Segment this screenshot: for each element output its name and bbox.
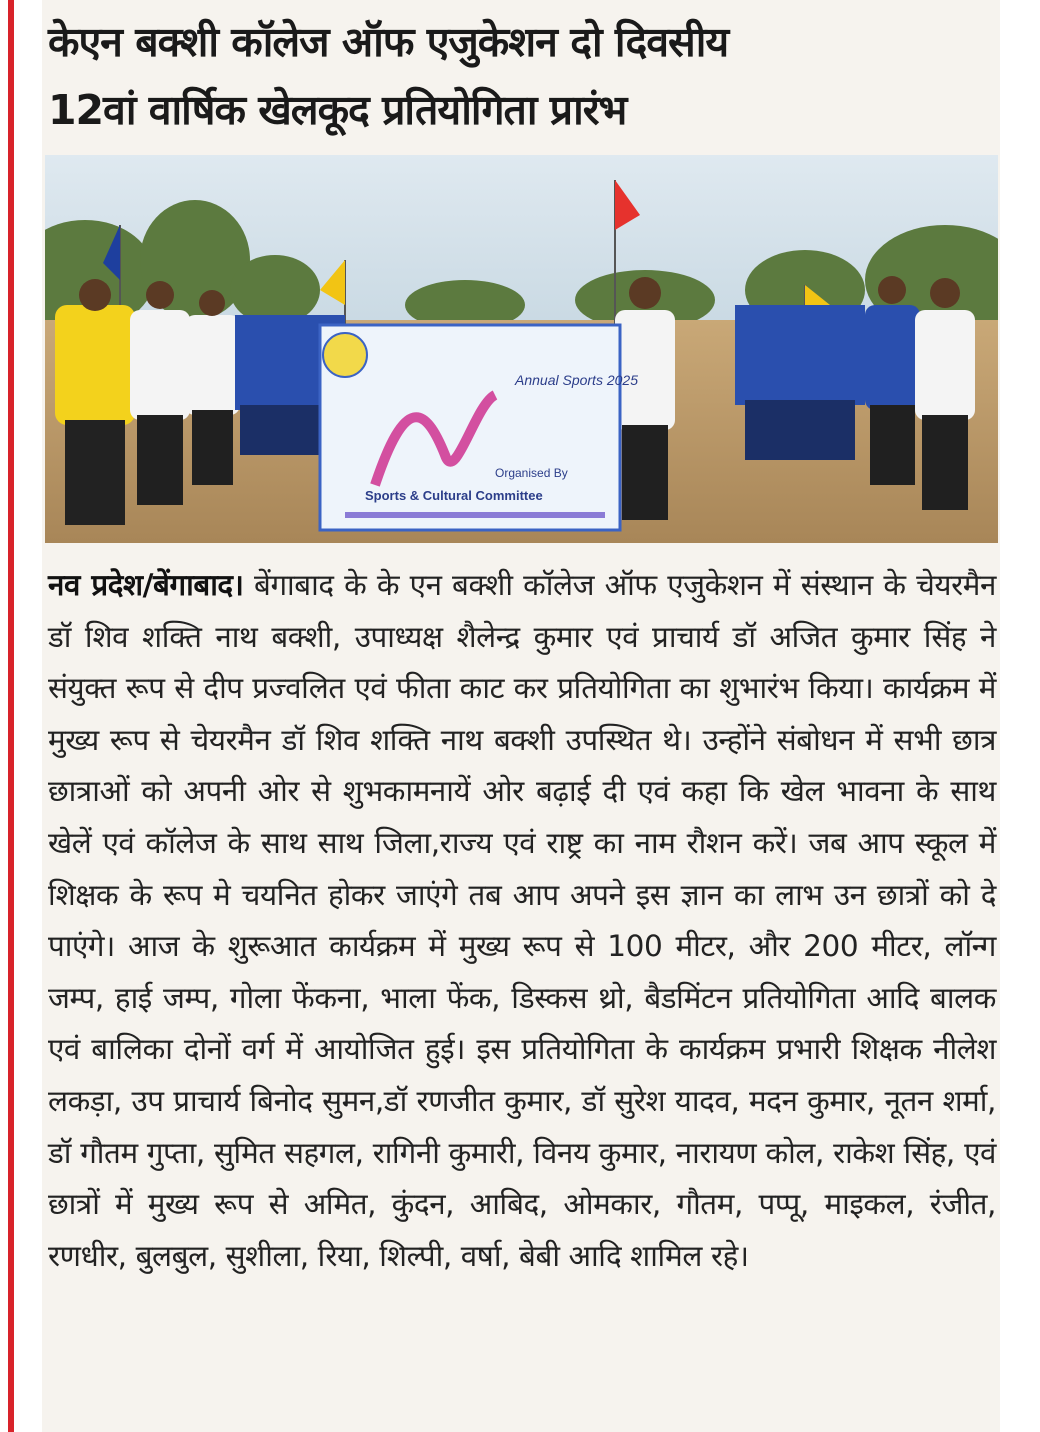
sports-banner xyxy=(320,325,638,530)
photo-illustration xyxy=(45,155,998,543)
sports-march-photo xyxy=(45,155,998,543)
article-text: बेंगाबाद के के एन बक्शी कॉलेज ऑफ एजुकेशन में संस्थान के चेयरमैन डॉ शिव शक्ति नाथ बक्शी, उपाध्यक्ष शैलेन्द्र कुमार एवं प्राचार्य डॉ अजित कुमार सिंह ने संयुक्त रूप से दीप प्रज्वलित एवं फीता काट कर प्रतियोगिता का शुभारंभ किया। कार्यक्रम में मुख्य रूप से चेयरमैन डॉ शिव शक्ति नाथ बक्शी उपस्थित थे। उन्होंने संबोधन में सभी छात्र छात्राओं को अपनी ओर से शुभकामनायें ओर बढ़ाई दी एवं कहा कि खेल भावना के साथ खेलें एवं कॉलेज के साथ साथ जिला,राज्य एवं राष्ट्र का नाम रौशन करें। जब आप स्कूल में शिक्षक के रूप मे चयनित होकर जाएंगे तब आप अपने इस ज्ञान का लाभ उन छात्रों को दे पाएंगे। आज के शुरूआत कार्यक्रम में मुख्य रूप से 100 मीटर, और 200 मीटर, लॉन्ग जम्प, हाई जम्प, गोला फेंकना, भाला फेंक, डिस्कस थ्रो, बैडमिंटन प्रतियोगिता आदि बालक एवं बालिका दोनों वर्ग में आयोजित हुई। इस प्रतियोगिता के कार्यक्रम प्रभारी शिक्षक नीलेश लकड़ा, उप प्राचार्य बिनोद सुमन,डॉ रणजीत कुमार, डॉ सुरेश यादव, मदन कुमार, नूतन शर्मा, डॉ गौतम गुप्ता, सुमित सहगल, रागिनी कुमारी, विनय कुमार, नारायण कोल, राकेश सिंह, एवं छात्रों में मुख्य रूप से अमित, कुंदन, आबिद, ओमकार, गौतम, पप्पू, माइकल, रंजीत, रणधीर, बुलबुल, सुशीला, रिया, शिल्पी, वर्षा, बेबी आदि शामिल रहे। xyxy=(48,568,997,1273)
article-body xyxy=(48,560,996,1282)
headline-line-2: 12वां वार्षिक खेलकूद प्रतियोगिता प्रारंभ xyxy=(48,86,627,134)
banner-committee: Sports & Cultural Committee xyxy=(365,488,543,503)
headline xyxy=(48,8,998,144)
left-column-rule xyxy=(8,0,14,1432)
banner-organised-by: Organised By xyxy=(495,466,568,480)
banner-title: Annual Sports 2025 xyxy=(515,372,638,388)
banner-carrier-right xyxy=(615,277,675,520)
dateline: नव प्रदेश/बेंगाबाद। xyxy=(48,568,244,602)
headline-line-1: केएन बक्शी कॉलेज ऑफ एजुकेशन दो दिवसीय xyxy=(48,18,729,66)
college-logo xyxy=(323,333,367,377)
